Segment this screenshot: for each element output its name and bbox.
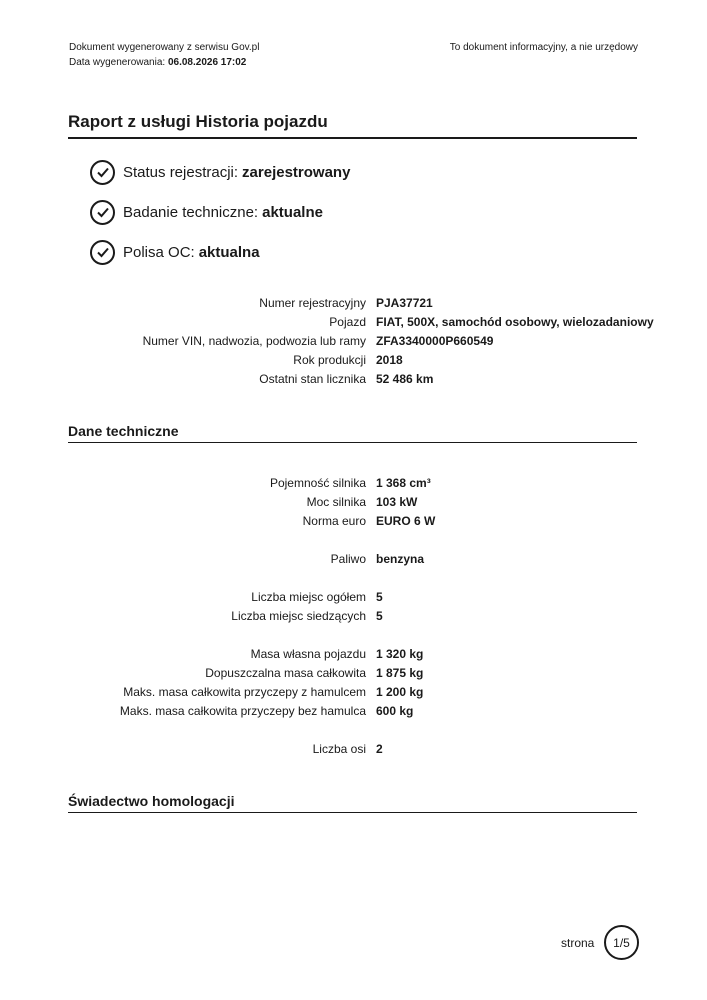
field-label: Liczba miejsc ogółem xyxy=(251,590,366,604)
disclaimer-text: To dokument informacyjny, a nie urzędowy xyxy=(449,42,638,53)
field-label: Pojemność silnika xyxy=(269,476,366,490)
tech-row-trailer-braked xyxy=(0,683,707,702)
field-label: Rok produkcji xyxy=(293,353,366,367)
field-label: Masa własna pojazdu xyxy=(250,647,366,661)
report-title: Raport z usługi Historia pojazdu xyxy=(68,112,637,139)
check-circle-icon xyxy=(90,240,115,265)
field-label: Ostatni stan licznika xyxy=(259,372,366,386)
field-value: 103 kW xyxy=(376,495,418,509)
vehicle-row-vehicle xyxy=(0,313,707,332)
field-value: 2 xyxy=(376,742,383,756)
generation-date xyxy=(69,55,259,70)
field-label: Liczba miejsc siedzących xyxy=(231,609,366,623)
vehicle-row-registration xyxy=(0,294,707,313)
status-technical-inspection xyxy=(90,199,590,225)
field-label: Liczba osi xyxy=(312,742,366,756)
vehicle-row-vin xyxy=(0,332,707,351)
section-title-homologation: Świadectwo homologacji xyxy=(68,793,637,813)
page-label: strona xyxy=(561,936,595,950)
field-label: Norma euro xyxy=(302,514,366,528)
vehicle-row-odometer xyxy=(0,370,707,389)
field-label: Paliwo xyxy=(330,552,366,566)
tech-row-seats-sitting xyxy=(0,607,707,626)
field-value: 2018 xyxy=(376,353,403,367)
status-value: aktualne xyxy=(262,203,323,221)
field-label: Dopuszczalna masa całkowita xyxy=(205,666,366,680)
field-label: Moc silnika xyxy=(306,495,366,509)
generation-date-label: Data wygenerowania: xyxy=(69,57,166,68)
tech-row-euro-norm xyxy=(0,512,707,531)
field-label: Numer rejestracyjny xyxy=(259,296,366,310)
page-number: 1/5 xyxy=(604,925,639,960)
generated-from-text: Dokument wygenerowany z serwisu Gov.pl xyxy=(69,42,260,53)
check-circle-icon xyxy=(90,200,115,225)
field-value: 52 486 km xyxy=(376,372,434,386)
status-registration xyxy=(90,159,590,185)
tech-row-trailer-unbraked xyxy=(0,702,707,721)
field-value: 1 875 kg xyxy=(376,666,424,680)
document-header-left xyxy=(69,40,259,70)
tech-row-engine-power xyxy=(0,493,707,512)
field-value: 600 kg xyxy=(376,704,414,718)
field-value: 5 xyxy=(376,590,383,604)
status-label: Polisa OC: xyxy=(123,243,195,261)
check-circle-icon xyxy=(90,160,115,185)
tech-row-seats-total xyxy=(0,588,707,607)
tech-row-fuel xyxy=(0,550,707,569)
status-insurance xyxy=(90,239,590,265)
tech-row-engine-capacity xyxy=(0,474,707,493)
vehicle-row-year xyxy=(0,351,707,370)
field-label: Maks. masa całkowita przyczepy z hamulcem xyxy=(123,685,366,699)
status-value: zarejestrowany xyxy=(242,163,351,181)
field-value: 1 200 kg xyxy=(376,685,424,699)
section-title-technical: Dane techniczne xyxy=(68,423,637,443)
field-label: Maks. masa całkowita przyczepy bez hamulca xyxy=(119,704,366,718)
status-label: Badanie techniczne: xyxy=(123,203,259,221)
generation-date-value: 06.08.2026 17:02 xyxy=(167,57,247,68)
tech-row-axles xyxy=(0,740,707,759)
field-label: Numer VIN, nadwozia, podwozia lub ramy xyxy=(142,334,366,348)
field-value: ZFA3340000P660549 xyxy=(376,334,494,348)
field-value: 1 320 kg xyxy=(376,647,424,661)
field-value: PJA37721 xyxy=(376,296,433,310)
status-value: aktualna xyxy=(198,243,260,261)
status-label: Status rejestracji: xyxy=(123,163,239,181)
field-value: 5 xyxy=(376,609,383,623)
field-value: 1 368 cm³ xyxy=(376,476,431,490)
field-label: Pojazd xyxy=(329,315,366,329)
field-value: EURO 6 W xyxy=(376,514,436,528)
tech-row-curb-weight xyxy=(0,645,707,664)
tech-row-gross-weight xyxy=(0,664,707,683)
field-value: FIAT, 500X, samochód osobowy, wielozadaniowy xyxy=(376,315,654,329)
field-value: benzyna xyxy=(376,552,425,566)
